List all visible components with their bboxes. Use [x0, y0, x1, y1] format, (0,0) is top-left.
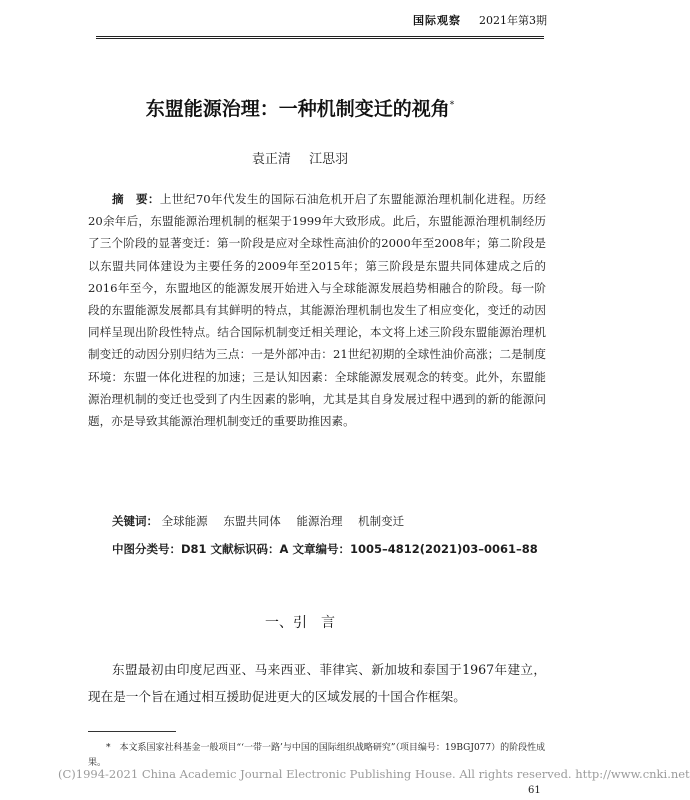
classification-line: [112, 541, 538, 557]
page-header: [0, 0, 600, 40]
keyword: 能源治理: [296, 514, 343, 528]
article-title-text: 东盟能源治理：一种机制变迁的视角: [145, 98, 450, 120]
abstract-label: 摘 要：: [112, 192, 160, 206]
intro-text: 东盟最初由印度尼西亚、马来西亚、菲律宾、新加坡和泰国于1967年建立，现在是一个旨在通过相互援助促进更大的区域发展的十国合作框架。: [88, 662, 546, 704]
journal-name: 国际观察: [413, 14, 461, 27]
author-1: 袁正清: [251, 152, 291, 167]
keyword: 全球能源: [161, 514, 208, 528]
keyword: 东盟共同体: [223, 514, 281, 528]
authors: [0, 148, 600, 167]
abstract: [88, 188, 546, 432]
article-title: [0, 94, 600, 121]
copyright-watermark: (C)1994-2021 China Academic Journal Electronic Publishing House. All rights reserved. http://www.cnki.net: [58, 767, 690, 781]
footnote-text: * 本文系国家社科基金一般项目“‘一带一路’与中国的国际组织战略研究”（项目编号：19BGJ077）的阶段性成果。: [88, 743, 546, 768]
intro-paragraph: [88, 656, 546, 710]
section-heading: 一、引 言: [265, 615, 335, 631]
keywords: [112, 513, 416, 529]
keywords-label: 关键词：: [112, 514, 158, 528]
classification-text: 中图分类号：D81 文献标识码：A 文章编号：1005–4812(2021)03–0061–88: [112, 542, 538, 556]
abstract-text: 上世纪70年代发生的国际石油危机开启了东盟能源治理机制化进程。历经20余年后，东盟能源治理机制的框架于1999年大致形成。此后，东盟能源治理机制经历了三个阶段的显著变迁：第一阶段是应对全球性高油价的2000年至2008年；第二阶段是以东盟共同体建设为主要任务的2009年至2015年；第三阶段是东盟共同体建成之后的2016年至今，东盟地区的能源发展开始进入与全球能源发展趋势相融合的阶段。每一阶段的东盟能源发展都具有其鲜明的特点，其能源治理机制也发生了相应变化，变迁的动因同样呈现出阶段性特点。结合国际机制变迁相关理论，本文将上述三阶段东盟能源治理机制变迁的动因分别归结为三点：一是外部冲击：21世纪初期的全球性油价高涨；二是制度环境：东盟一体化进程的加速；三是认知因素：全球能源发展观念的转变。此外，东盟能源治理机制的变迁也受到了内生因素的影响，尤其是其自身发展过程中遇到的新的能源问题，亦是导致其能源治理机制变迁的重要助推因素。: [88, 192, 546, 429]
author-2: 江思羽: [309, 152, 349, 167]
issue-label: 2021年第3期: [479, 14, 547, 27]
header-rule: [96, 36, 544, 39]
title-note-mark: *: [449, 100, 455, 111]
footnote-rule: [88, 731, 176, 732]
keyword: 机制变迁: [358, 514, 405, 528]
page-number: 61: [528, 785, 541, 796]
